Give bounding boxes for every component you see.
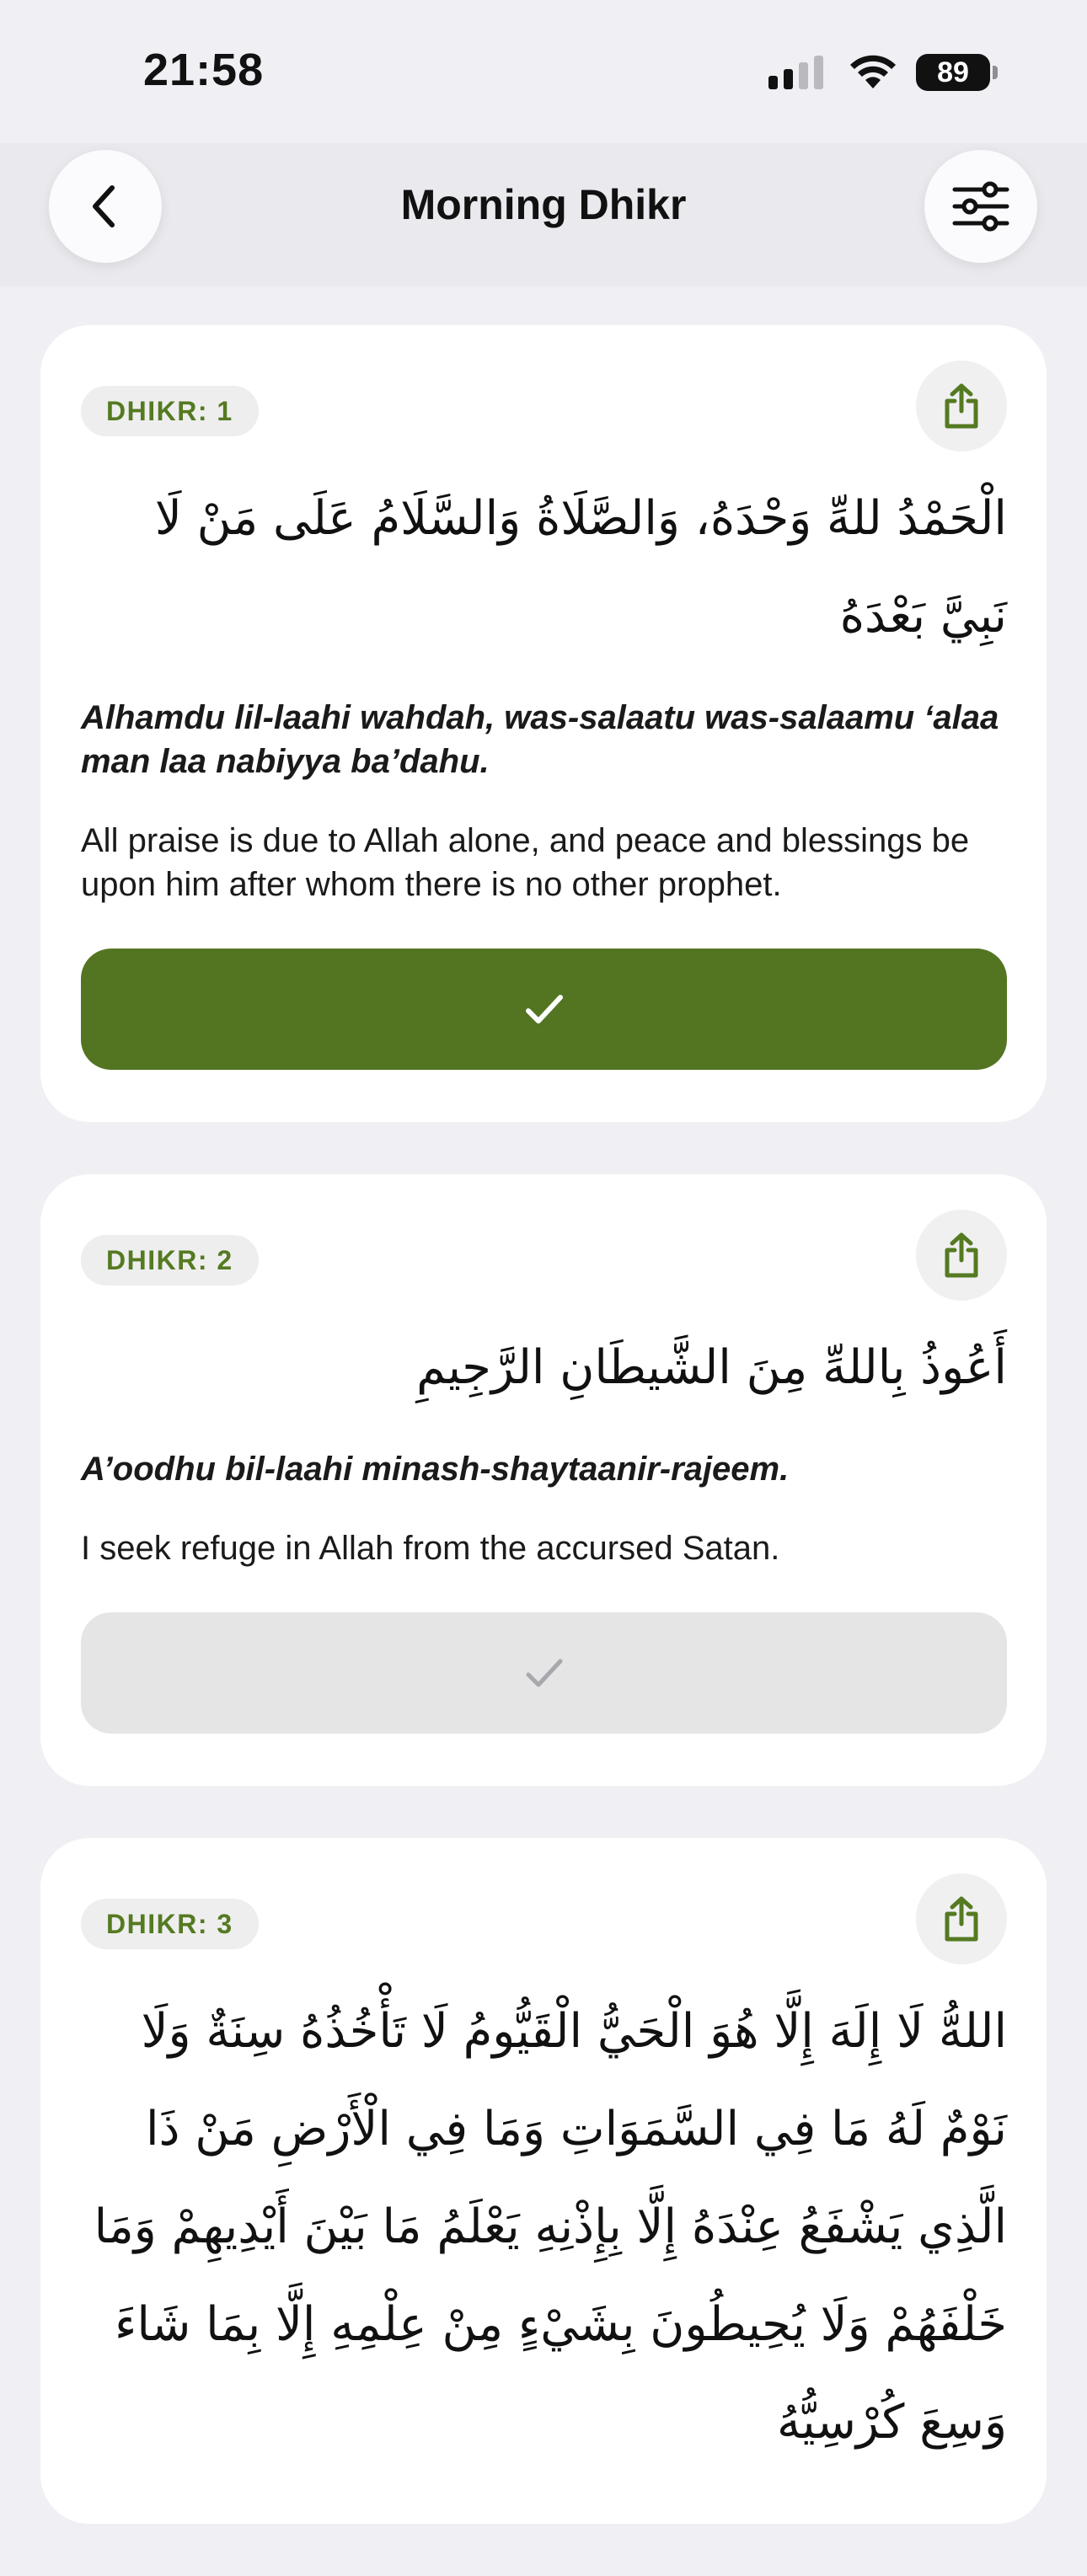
dhikr-card <box>40 1838 1047 2524</box>
battery-tip <box>993 66 998 79</box>
nav-bar <box>0 143 1087 286</box>
page-title: Morning Dhikr <box>400 181 687 228</box>
share-icon <box>941 382 982 430</box>
status-time: 21:58 <box>143 45 265 95</box>
filter-button[interactable] <box>924 150 1037 263</box>
battery-level: 89 <box>937 56 969 88</box>
arabic-text: الْحَمْدُ للهِّ وَحْدَهُ، وَالصَّلَاةُ وَالسَّلَامُ عَلَى مَنْ لَا نَبِيَّ بَعْدَهُ <box>154 491 1007 644</box>
sliders-icon <box>951 181 1010 232</box>
dhikr-number-badge: DHIKR: 3 <box>81 1899 259 1949</box>
checkmark-icon <box>525 992 564 1026</box>
transliteration-text: A’oodhu bil-laahi minash-shaytaanir-rajeem. <box>81 1451 790 1488</box>
dhikr-number-badge: DHIKR: 2 <box>81 1235 259 1285</box>
share-button[interactable] <box>916 1873 1007 1964</box>
cellular-signal-icon <box>768 56 823 89</box>
dhikr-number-badge: DHIKR: 1 <box>81 386 259 436</box>
transliteration-text: Alhamdu lil-laahi wahdah, was-salaatu was-salaamu ‘alaa man laa nabiyya ba’dahu. <box>81 699 999 780</box>
arabic-text: أَعُوذُ بِاللهِّ مِنَ الشَّيطَانِ الرَّجِيمِ <box>416 1340 1007 1395</box>
status-icons <box>768 52 998 93</box>
mark-done-button[interactable] <box>81 1612 1007 1734</box>
status-bar <box>0 0 1087 143</box>
dhikr-list <box>40 325 1047 2576</box>
mark-done-button[interactable] <box>81 949 1007 1070</box>
share-button[interactable] <box>916 361 1007 452</box>
translation-text: All praise is due to Allah alone, and peace and blessings be upon him after whom there is no other prophet. <box>81 822 970 903</box>
translation-text: I seek refuge in Allah from the accursed Satan. <box>81 1530 780 1567</box>
share-icon <box>941 1895 982 1943</box>
share-button[interactable] <box>916 1210 1007 1301</box>
battery-icon <box>916 54 990 91</box>
share-icon <box>941 1232 982 1279</box>
checkmark-icon <box>525 1656 564 1690</box>
wifi-icon <box>849 55 897 90</box>
dhikr-card <box>40 1174 1047 1786</box>
dhikr-card <box>40 325 1047 1122</box>
arabic-text: اللهُّ لَا إِلَهَ إِلَّا هُوَ الْحَيُّ الْقَيُّومُ لَا تَأْخُذُهُ سِنَةٌ وَلَا نَوْمٌ لَهُ مَا فِي السَّمَوَاتِ وَمَا فِي الْأَرْضِ مَنْ ذَا الَّذِي يَشْفَعُ عِنْدَهُ إِلَّا بِإِذْنِهِ يَعْلَمُ مَا بَيْنَ أَيْدِيهِمْ وَمَا خَلْفَهُمْ وَلَا يُحِيطُونَ بِشَيْءٍ مِنْ عِلْمِهِ إِلَّا بِمَا شَاءَ وَسِعَ كُرْسِيُّهُ <box>94 2004 1007 2450</box>
